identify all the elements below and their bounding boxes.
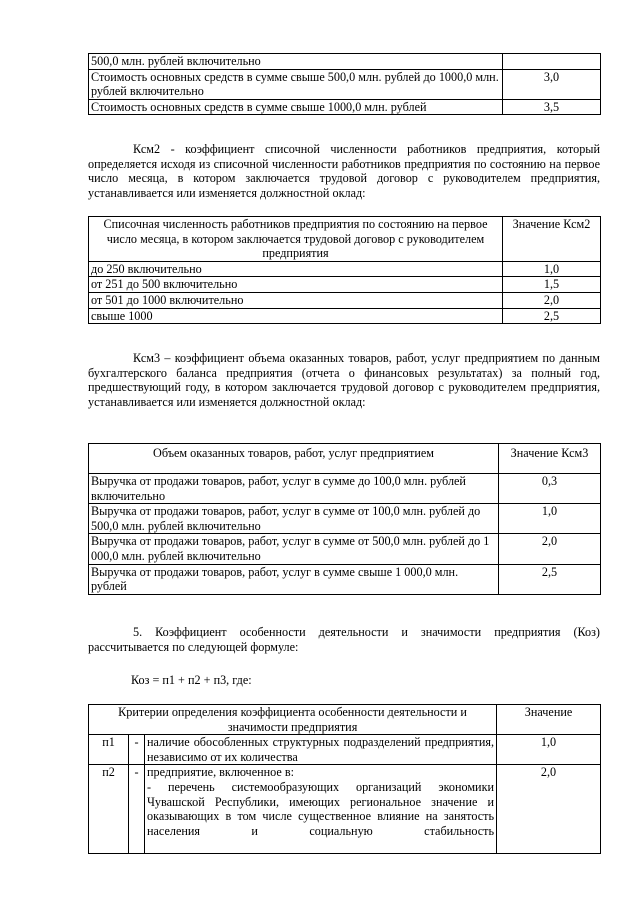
table-cell-criterion: Стоимость основных средств в сумме свыше 1000,0 млн. рублей	[89, 99, 503, 115]
ksm3-paragraph: Ксм3 – коэффициент объема оказанных товаров, работ, услуг предприятием по данным бухгалтерского баланса предприятия (отчета о финансовых результатах) за полный год, предшествующий году, в котором заключается трудовой договор с руководителем предприятия, устанавливается или изменяется должностной оклад:	[88, 351, 600, 409]
table-cell-value: 2,5	[503, 308, 601, 324]
ksm2-paragraph: Ксм2 - коэффициент списочной численности работников предприятия, который определяется исходя из списочной численности работников предприятия по состоянию на первое число месяца, в котором заключается трудовой договор с руководителем предприятия, устанавливается или изменяется должностной оклад:	[88, 142, 600, 200]
table-header-value: Значение Ксм2	[503, 217, 601, 262]
criteria-table	[88, 704, 601, 854]
table-row	[89, 474, 601, 504]
table-cell-text-intro: предприятие, включенное в:	[147, 765, 294, 780]
table-row	[89, 534, 601, 564]
table-header-criterion: Объем оказанных товаров, работ, услуг предприятием	[89, 444, 499, 474]
koz-formula: Коз = п1 + п2 + п3, где:	[131, 673, 252, 687]
koz-paragraph: 5. Коэффициент особенности деятельности и значимости предприятия (Коз) рассчитывается по следующей формуле:	[88, 625, 600, 654]
table-cell-value	[503, 54, 601, 70]
table-row	[89, 69, 601, 99]
table-cell-text	[145, 765, 497, 854]
table-row	[89, 765, 601, 854]
table-header-value: Значение	[497, 705, 601, 735]
table-row	[89, 308, 601, 324]
table-header-criterion: Списочная численность работников предприятия по состоянию на первое число месяца, в котором заключается трудовой договор с руководителем предприятия	[89, 217, 503, 262]
table-cell-criterion: Стоимость основных средств в сумме свыше 500,0 млн. рублей до 1000,0 млн. рублей включительно	[89, 69, 503, 99]
table-cell-criterion: Выручка от продажи товаров, работ, услуг в сумме от 100,0 млн. рублей до 500,0 млн. рублей включительно	[89, 504, 499, 534]
table-row	[89, 99, 601, 115]
table-row	[89, 277, 601, 293]
table-header-row	[89, 705, 601, 735]
table-cell-dash: -	[129, 735, 145, 765]
table-cell-text: наличие обособленных структурных подразделений предприятия, независимо от их количества	[145, 735, 497, 765]
table-cell-criterion: от 501 до 1000 включительно	[89, 292, 503, 308]
table-cell-code: п2	[89, 765, 129, 854]
table-cell-criterion: Выручка от продажи товаров, работ, услуг в сумме свыше 1 000,0 млн. рублей	[89, 564, 499, 594]
table-header-value: Значение Ксм3	[499, 444, 601, 474]
table-cell-value: 1,0	[497, 735, 601, 765]
table-row	[89, 54, 601, 70]
table-cell-criterion: Выручка от продажи товаров, работ, услуг в сумме до 100,0 млн. рублей включительно	[89, 474, 499, 504]
fixed-assets-table	[88, 53, 601, 115]
table-cell-value: 1,5	[503, 277, 601, 293]
table-row	[89, 564, 601, 594]
table-cell-value: 2,0	[503, 292, 601, 308]
table-cell-value: 3,0	[503, 69, 601, 99]
table-cell-criterion: свыше 1000	[89, 308, 503, 324]
table-cell-text-body: - перечень системообразующих организаций экономики Чувашской Республики, имеющих региональное значение и оказывающих в том числе существенное влияние на занятость населения и социальную стабильность	[147, 779, 495, 838]
revenue-table	[88, 443, 601, 595]
table-cell-value: 1,0	[503, 261, 601, 277]
headcount-table	[88, 216, 601, 324]
table-header-criterion: Критерии определения коэффициента особенности деятельности и значимости предприятия	[89, 705, 497, 735]
table-cell-criterion: Выручка от продажи товаров, работ, услуг в сумме от 500,0 млн. рублей до 1 000,0 млн. рублей включительно	[89, 534, 499, 564]
table-row	[89, 261, 601, 277]
table-row	[89, 735, 601, 765]
table-cell-value: 2,0	[497, 765, 601, 854]
table-cell-value: 3,5	[503, 99, 601, 115]
table-cell-value: 2,5	[499, 564, 601, 594]
table-cell-value: 0,3	[499, 474, 601, 504]
table-header-row	[89, 217, 601, 262]
table-cell-criterion: от 251 до 500 включительно	[89, 277, 503, 293]
table-cell-value: 2,0	[499, 534, 601, 564]
table-header-row	[89, 444, 601, 474]
table-row	[89, 292, 601, 308]
table-cell-criterion: 500,0 млн. рублей включительно	[89, 54, 503, 70]
table-row	[89, 504, 601, 534]
table-cell-value: 1,0	[499, 504, 601, 534]
table-cell-criterion: до 250 включительно	[89, 261, 503, 277]
table-cell-code: п1	[89, 735, 129, 765]
table-cell-dash: -	[129, 765, 145, 854]
